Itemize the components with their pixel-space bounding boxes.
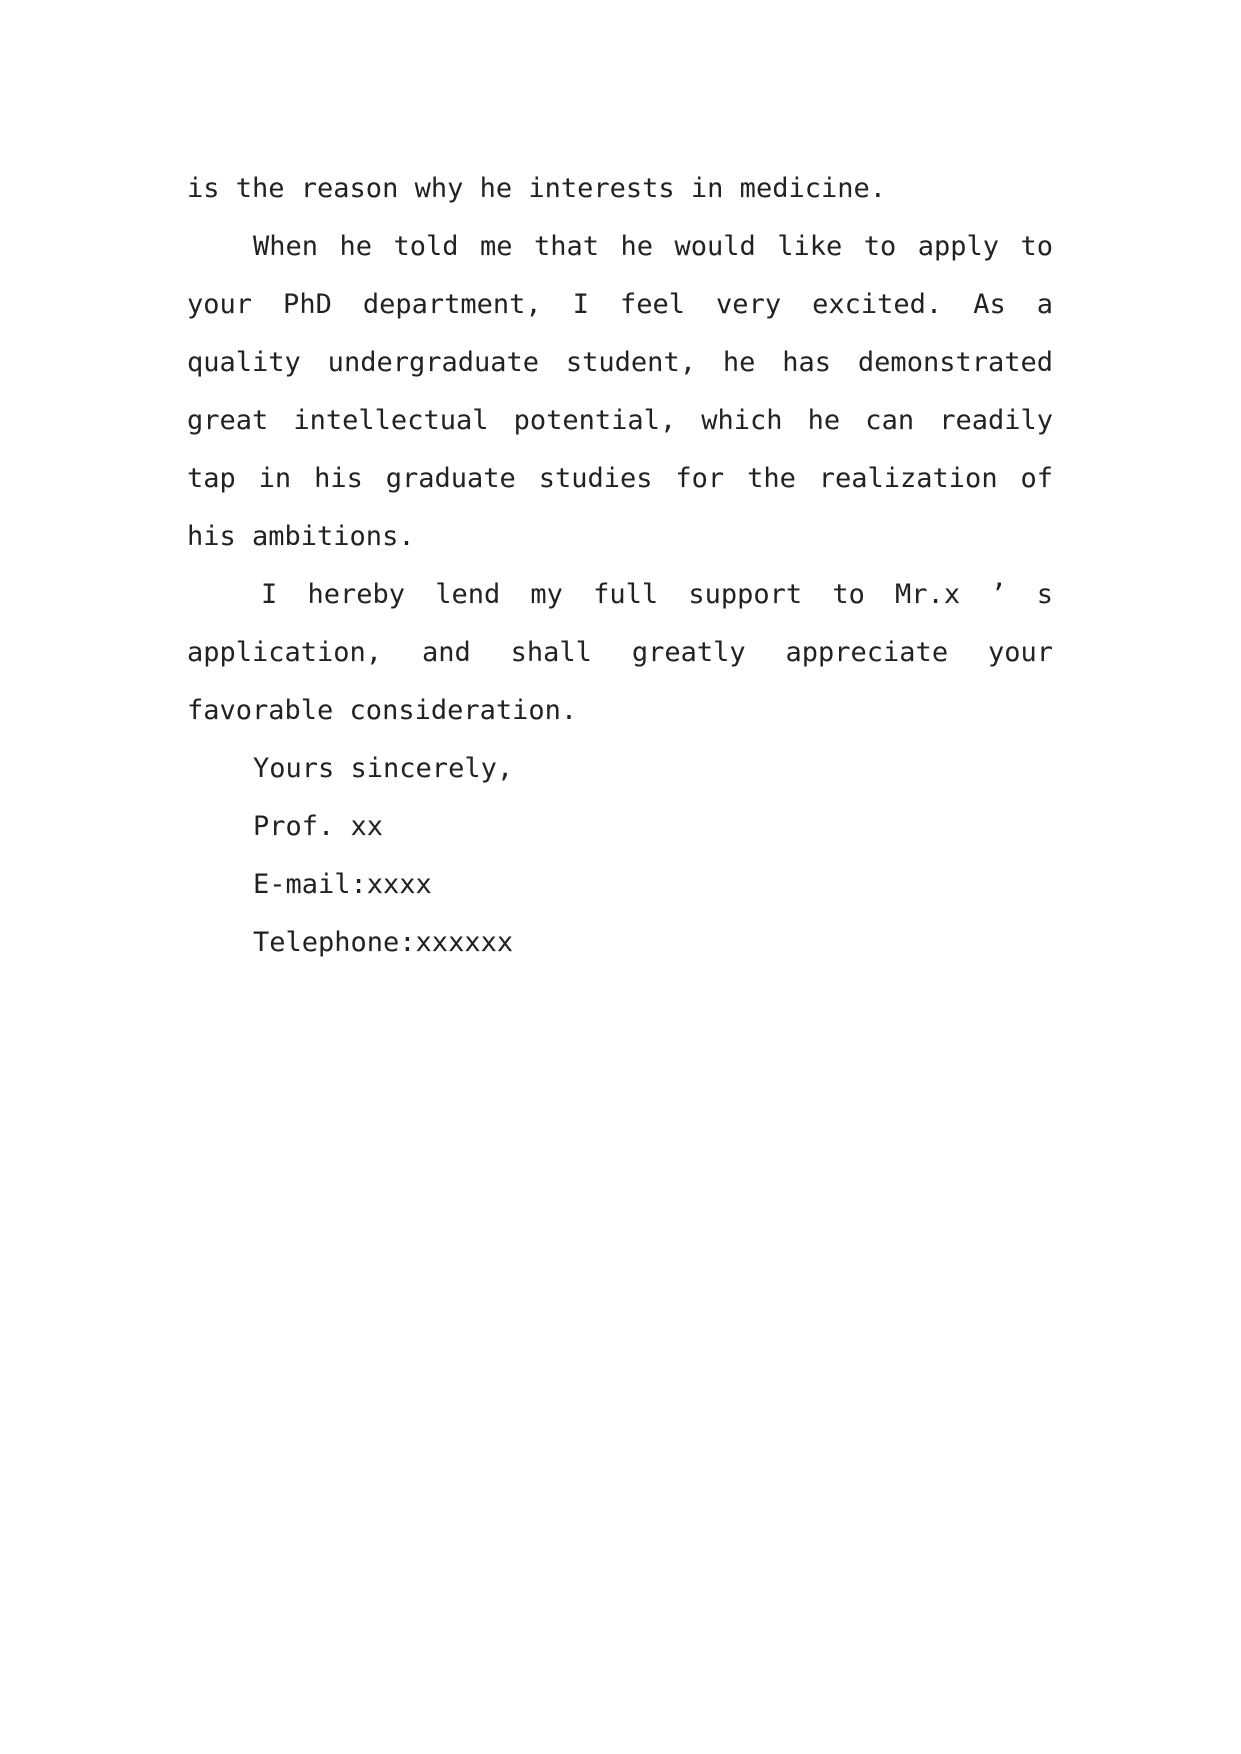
- paragraph-application: When he told me that he would like to apply to your PhD department, I feel very excited. As a quality undergraduate student, he has demonstrated great intellectual potential, which he can readily tap in his graduate studies for the realization of his ambitions.: [187, 231, 1053, 552]
- signature-block: [187, 740, 1053, 972]
- closing-salutation: Yours sincerely,: [253, 753, 514, 784]
- paragraph-support: I hereby lend my full support to Mr.x ’ s application, and shall greatly appreciate your favorable consideration.: [187, 579, 1053, 726]
- signer-telephone: Telephone:xxxxxx: [253, 927, 514, 958]
- signer-name: Prof. xx: [253, 811, 384, 842]
- paragraph-continuation: is the reason why he interests in medicine.: [187, 173, 886, 204]
- letter-body: [187, 160, 1053, 972]
- signer-email: E-mail:xxxx: [253, 869, 432, 900]
